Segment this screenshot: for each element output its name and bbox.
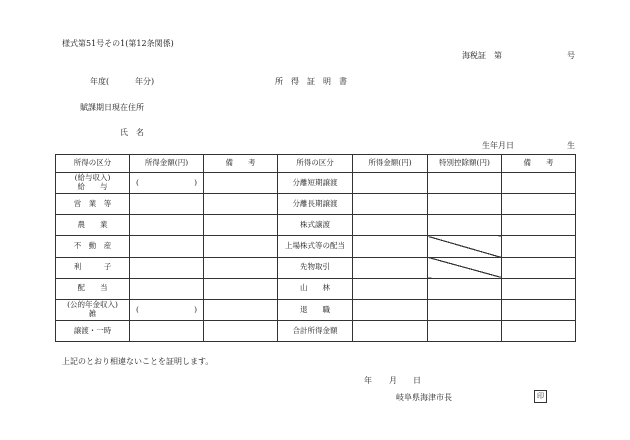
paren-open: ( [136,177,139,187]
remarks-cell [502,173,576,194]
birth-date-label: 生年月日 [482,141,514,150]
special-deduction-cell [428,278,502,299]
name-label: 氏 名 [120,128,144,137]
special-deduction-cell [428,194,502,215]
remarks-cell [502,194,576,215]
header-cell: 所得金額(円) [130,155,204,173]
income-amount-cell [353,299,428,320]
income-category-cell [56,236,130,257]
remarks-cell [204,257,278,278]
header-cell: 所得金額(円) [353,155,428,173]
header-cell: 特別控除額(円) [428,155,502,173]
header-cell: 所得の区分 [56,155,130,173]
income-amount-cell [130,299,204,320]
income-category-cell: 退 職 [278,299,353,320]
income-category-cell [56,194,130,215]
income-amount-cell [130,320,204,341]
income-category-cell: 合計所得金額 [278,320,353,341]
date-year: 年 [364,376,372,385]
gross-income-parentheses [132,179,201,188]
special-deduction-cell [428,299,502,320]
remarks-cell [204,194,278,215]
paren-close: ) [194,304,197,314]
remarks-cell [204,236,278,257]
cert-number-prefix: 海税証 第 [462,51,502,60]
income-amount-cell [130,278,204,299]
seal-mark: 印 [534,390,547,403]
income-amount-cell [353,257,428,278]
income-category-cell: 株式譲渡 [278,215,353,236]
remarks-cell [502,257,576,278]
special-deduction-cell [428,320,502,341]
gross-income-parentheses [132,306,201,315]
document-title: 所 得 証 明 書 [275,77,347,86]
header-cell: 所得の区分 [278,155,353,173]
income-amount-cell [353,320,428,341]
date-month: 月 [389,376,397,385]
birth-date-suffix: 生 [567,141,575,150]
table-row [56,299,576,320]
remarks-cell [204,278,278,299]
income-category-sublabel: 雑 [88,308,97,318]
special-deduction-cell [428,215,502,236]
income-category-cell [56,299,130,320]
income-amount-cell [130,194,204,215]
form-id: 様式第51号その1(第12条関係) [62,39,174,48]
paren-close: ) [194,177,197,187]
income-category-label: (公的年金収入) [67,300,118,310]
income-category-cell: 分離短期譲渡 [278,173,353,194]
cert-number-suffix: 号 [567,51,575,60]
income-category-cell [56,257,130,278]
table-row [56,194,576,215]
table-row [56,257,576,278]
income-category-label: 不 動 産 [73,241,112,251]
paren-open: ( [136,304,139,314]
remarks-cell [502,320,576,341]
special-deduction-cell-struck [428,257,502,278]
income-amount-cell [353,173,428,194]
income-category-label: (給与収入) [74,173,111,183]
income-category-cell: 先物取引 [278,257,353,278]
date-day: 日 [413,376,421,385]
income-category-cell: 分離長期譲渡 [278,194,353,215]
certification-statement: 上記のとおり相違ないことを証明します。 [62,357,214,366]
fiscal-year-unit: 年分) [135,77,155,86]
special-deduction-cell-struck [428,236,502,257]
income-category-label: 利 子 [73,262,112,272]
remarks-cell [502,215,576,236]
income-amount-cell [130,236,204,257]
fiscal-year-label: 年度( [90,77,110,86]
income-category-label: 営 業 等 [73,198,112,208]
table-row [56,236,576,257]
income-category-cell [56,215,130,236]
income-amount-cell [353,215,428,236]
header-cell: 備 考 [502,155,576,173]
remarks-cell [204,215,278,236]
remarks-cell [502,278,576,299]
income-category-cell [56,320,130,341]
special-deduction-cell [428,173,502,194]
remarks-cell [204,320,278,341]
income-amount-cell [353,194,428,215]
income-category-label: 配 当 [77,283,108,293]
income-amount-cell [130,215,204,236]
income-category-cell [56,173,130,194]
income-amount-cell [353,278,428,299]
remarks-cell [502,299,576,320]
issuer-name: 岐阜県海津市長 [396,393,452,402]
income-category-cell [56,278,130,299]
income-category-cell: 山 林 [278,278,353,299]
income-category-label: 譲渡・一時 [73,325,112,335]
income-category-cell: 上場株式等の配当 [278,236,353,257]
income-category-sublabel: 給 与 [77,182,108,192]
income-amount-cell [130,257,204,278]
header-cell: 備 考 [204,155,278,173]
income-amount-cell [353,236,428,257]
remarks-cell [204,299,278,320]
remarks-cell [502,236,576,257]
address-label: 賦課期日現在住所 [80,103,144,112]
table-row [56,215,576,236]
table-header-row [56,155,576,173]
remarks-cell [204,173,278,194]
table-row [56,173,576,194]
income-table [55,154,576,342]
income-amount-cell [130,173,204,194]
income-category-label: 農 業 [77,220,108,229]
table-row [56,320,576,341]
table-row [56,278,576,299]
